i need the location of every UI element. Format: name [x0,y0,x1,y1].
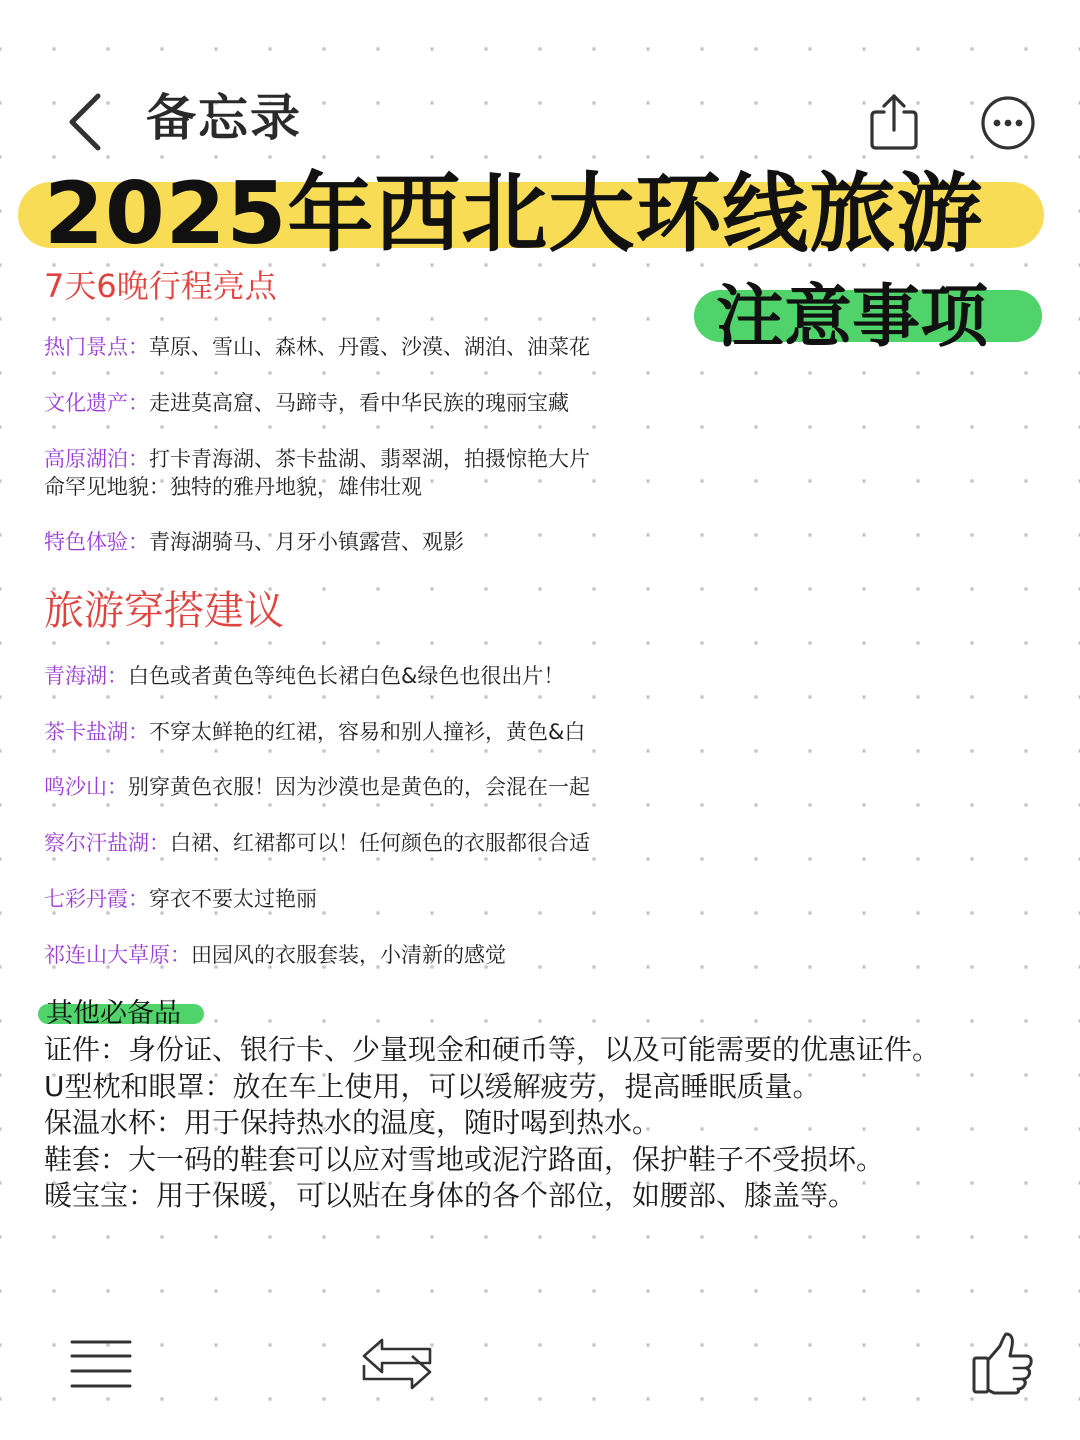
item-text: 命罕见地貌：独特的雅丹地貌，雄伟壮观 [44,475,422,499]
outfit-item [44,718,585,746]
chevron-left-icon[interactable] [62,90,112,154]
item-text: 草原、雪山、森林、丹霞、沙漠、湖泊、油菜花 [149,335,590,359]
item-text: 不穿太鲜艳的红裙，容易和别人撞衫，黄色&白 [149,720,586,744]
item-label: 特色体验： [44,530,149,554]
highlight-item [44,473,422,501]
item-label: 热门景点： [44,335,149,359]
sub-title: 注意事项 [716,278,989,357]
item-text: 穿衣不要太过艳丽 [149,887,317,911]
item-text: 别穿黄色衣服！因为沙漠也是黄色的，会混在一起 [128,775,590,799]
more-dots-icon[interactable] [980,95,1036,151]
item-text: 白色或者黄色等纯色长裙白色&绿色也很出片！ [128,664,565,688]
essential-line: 暖宝宝：用于保暖，可以贴在身体的各个部位，如腰部、膝盖等。 [44,1179,857,1212]
item-label: 察尔汗盐湖： [44,831,170,855]
item-label: 茶卡盐湖： [44,720,149,744]
outfit-item [44,773,590,801]
highlight-item [44,445,590,473]
app-title: 备忘录 [146,89,302,147]
item-text: 白裙、红裙都可以！任何颜色的衣服都很合适 [170,831,590,855]
item-label: 祁连山大草原： [44,943,191,967]
thumbs-up-icon[interactable] [970,1330,1036,1396]
item-text: 青海湖骑马、月牙小镇露营、观影 [149,530,464,554]
outfit-item [44,662,564,690]
essential-line: 鞋套：大一码的鞋套可以应对雪地或泥泞路面，保护鞋子不受损坏。 [44,1142,885,1176]
essential-line: 保温水杯：用于保持热水的温度，随时喝到热水。 [44,1106,661,1139]
item-label: 文化遗产： [44,391,149,415]
outfit-item [44,829,590,857]
share-icon[interactable] [866,92,922,152]
other-section-title: 其他必备品 [46,998,181,1029]
outfit-item [44,941,506,969]
highlight-item [44,528,464,556]
item-label: 青海湖： [44,664,128,688]
main-title: 2025年西北大环线旅游 [44,164,984,264]
item-text: 打卡青海湖、茶卡盐湖、翡翠湖，拍摄惊艳大片 [149,447,590,471]
outfit-item [44,885,317,913]
item-label: 鸣沙山： [44,775,128,799]
item-label: 七彩丹霞： [44,887,149,911]
swap-arrows-icon[interactable] [360,1334,434,1394]
highlight-item [44,389,569,417]
menu-lines-icon[interactable] [70,1338,132,1390]
essential-line: 证件：身份证、银行卡、少量现金和硬币等，以及可能需要的优惠证件。 [44,1033,941,1066]
outfit-section-title: 旅游穿搭建议 [44,588,284,634]
item-label: 高原湖泊： [44,447,149,471]
other-essentials-body [44,1032,944,1215]
item-text: 走进莫高窟、马蹄寺，看中华民族的瑰丽宝藏 [149,391,569,415]
essential-line: U型枕和眼罩：放在车上使用，可以缓解疲劳，提高睡眠质量。 [44,1069,821,1103]
highlight-item [44,333,590,361]
item-text: 田园风的衣服套装，小清新的感觉 [191,943,506,967]
itinerary-subtitle: 7天6晚行程亮点 [44,267,277,305]
